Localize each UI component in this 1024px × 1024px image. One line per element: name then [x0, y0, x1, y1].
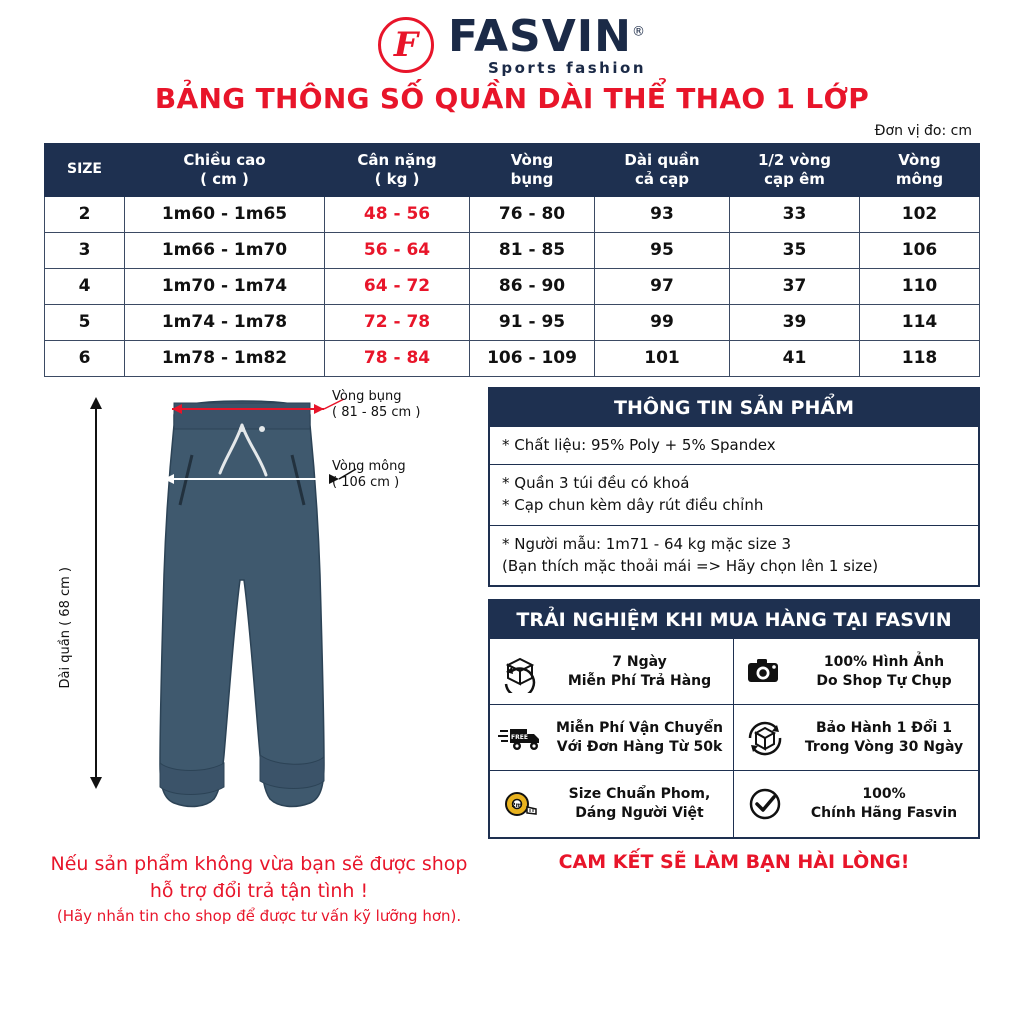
cell-waist: 91 - 95	[470, 304, 595, 340]
product-info-row: * Người mẫu: 1m71 - 64 kg mặc size 3 (Bạn thích mặc thoải mái => Hãy chọn lên 1 size)	[502, 534, 879, 575]
table-row	[45, 304, 980, 340]
cell-length: 99	[595, 304, 730, 340]
col-header-height: Chiều cao ( cm )	[125, 144, 325, 197]
col-header-size: SIZE	[45, 144, 125, 197]
info-column	[488, 387, 980, 928]
benefits-grid	[490, 639, 978, 837]
cell-hip: 110	[860, 268, 980, 304]
cell-length: 93	[595, 196, 730, 232]
truck-icon	[498, 715, 544, 761]
cell-half-band: 35	[730, 232, 860, 268]
benefit-text: Miễn Phí Vận Chuyển Với Đơn Hàng Từ 50k	[556, 719, 723, 755]
fasvin-logo-icon	[378, 17, 434, 73]
col-header-length: Dài quần cả cạp	[595, 144, 730, 197]
lower-section	[0, 377, 1024, 928]
brand-name: FASVIN	[448, 10, 632, 62]
check-circle-icon	[742, 781, 788, 827]
waist-annotation: Vòng bụng ( 81 - 85 cm )	[332, 388, 421, 421]
cell-half-band: 33	[730, 196, 860, 232]
cell-waist: 76 - 80	[470, 196, 595, 232]
brand-tagline: Sports fashion	[488, 58, 646, 77]
benefit-item	[490, 639, 734, 705]
col-header-waist: Vòng bụng	[470, 144, 595, 197]
table-row	[45, 196, 980, 232]
benefit-item	[734, 705, 978, 771]
cell-size: 2	[45, 196, 125, 232]
length-annotation: Dài quần ( 68 cm )	[58, 566, 73, 688]
col-header-half-band: 1/2 vòng cạp êm	[730, 144, 860, 197]
return-policy-note: Nếu sản phẩm không vừa bạn sẽ được shop hỗ trợ đổi trả tận tình ! (Hãy nhắn tin cho shop để được tư vấn kỹ lưỡng hơn).	[50, 852, 468, 925]
cell-half-band: 39	[730, 304, 860, 340]
table-row	[45, 268, 980, 304]
size-table-wrapper	[0, 143, 1024, 377]
product-info-row: * Quần 3 túi đều có khoá * Cạp chun kèm dây rút điều chỉnh	[490, 465, 978, 526]
product-info-row: * Chất liệu: 95% Poly + 5% Spandex	[490, 427, 978, 466]
cell-size: 5	[45, 304, 125, 340]
cell-waist: 106 - 109	[470, 340, 595, 376]
cell-length: 97	[595, 268, 730, 304]
cell-height: 1m60 - 1m65	[125, 196, 325, 232]
cell-weight: 48 - 56	[325, 196, 470, 232]
cell-height: 1m74 - 1m78	[125, 304, 325, 340]
size-table	[44, 143, 980, 377]
page-title: BẢNG THÔNG SỐ QUẦN DÀI THỂ THAO 1 LỚP	[154, 82, 870, 115]
cell-size: 4	[45, 268, 125, 304]
cell-half-band: 41	[730, 340, 860, 376]
product-info-panel	[488, 387, 980, 588]
cell-height: 1m66 - 1m70	[125, 232, 325, 268]
return-box-icon	[498, 649, 544, 695]
cell-height: 1m78 - 1m82	[125, 340, 325, 376]
brand-wordmark	[448, 10, 646, 77]
tape-measure-icon	[498, 781, 544, 827]
benefit-text: Size Chuẩn Phom, Dáng Người Việt	[568, 786, 711, 822]
cell-hip: 118	[860, 340, 980, 376]
table-row	[45, 232, 980, 268]
cell-weight: 72 - 78	[325, 304, 470, 340]
cell-size: 3	[45, 232, 125, 268]
cell-height: 1m70 - 1m74	[125, 268, 325, 304]
benefit-text: 7 Ngày Miễn Phí Trả Hàng	[567, 653, 712, 689]
brand-logo	[0, 0, 1024, 76]
experience-title: TRẢI NGHIỆM KHI MUA HÀNG TẠI FASVIN	[490, 601, 978, 639]
hip-annotation: Vòng mông ( 106 cm )	[332, 458, 406, 491]
warranty-box-icon	[742, 715, 788, 761]
experience-panel	[488, 599, 980, 839]
benefit-item	[490, 705, 734, 771]
pants-diagram	[44, 387, 474, 847]
cell-half-band: 37	[730, 268, 860, 304]
cell-weight: 56 - 64	[325, 232, 470, 268]
commitment-text: CAM KẾT SẼ LÀM BẠN HÀI LÒNG!	[558, 851, 910, 874]
benefit-text: 100% Hình Ảnh Do Shop Tự Chụp	[816, 653, 952, 689]
unit-note: Đơn vị đo: cm	[874, 123, 972, 139]
pants-illustration-icon	[44, 387, 474, 847]
table-row	[45, 340, 980, 376]
logo-letter: F	[393, 25, 419, 65]
cell-weight: 64 - 72	[325, 268, 470, 304]
cell-waist: 86 - 90	[470, 268, 595, 304]
cell-size: 6	[45, 340, 125, 376]
cell-hip: 106	[860, 232, 980, 268]
cell-waist: 81 - 85	[470, 232, 595, 268]
cell-hip: 114	[860, 304, 980, 340]
camera-icon	[742, 649, 788, 695]
benefit-item	[490, 771, 734, 837]
svg-text:2m: 2m	[511, 802, 522, 810]
benefit-item	[734, 771, 978, 837]
benefit-text: 100% Chính Hãng Fasvin	[810, 786, 958, 822]
diagram-column	[44, 387, 474, 928]
benefit-text: Bảo Hành 1 Đổi 1 Trong Vòng 30 Ngày	[804, 719, 964, 755]
cell-length: 101	[595, 340, 730, 376]
table-header-row	[45, 144, 980, 197]
svg-text:FREE: FREE	[511, 733, 528, 741]
product-info-title: THÔNG TIN SẢN PHẨM	[490, 389, 978, 427]
col-header-hip: Vòng mông	[860, 144, 980, 197]
cell-hip: 102	[860, 196, 980, 232]
col-header-weight: Cân nặng ( kg )	[325, 144, 470, 197]
cell-weight: 78 - 84	[325, 340, 470, 376]
registered-mark: ®	[632, 23, 646, 39]
cell-length: 95	[595, 232, 730, 268]
benefit-item	[734, 639, 978, 705]
